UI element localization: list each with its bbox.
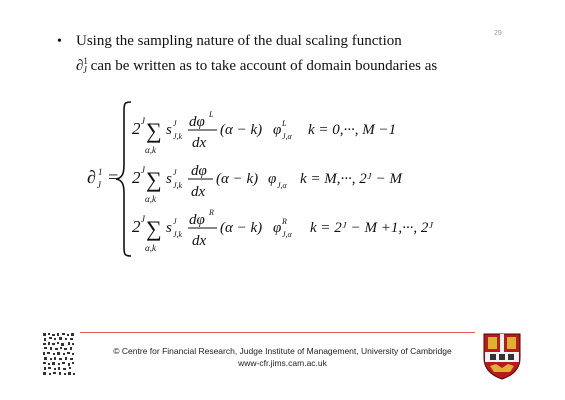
svg-text:J,α: J,α — [282, 230, 292, 239]
bullet-marker: • — [57, 34, 62, 49]
bullet-text-line1: Using the sampling nature of the dual scaling function — [76, 33, 402, 49]
dual-op-sup: 1 — [83, 56, 88, 66]
svg-text:R: R — [282, 217, 287, 226]
svg-text:(α − k): (α − k) — [220, 122, 263, 138]
svg-text:J: J — [141, 116, 145, 126]
svg-text:dx: dx — [192, 135, 207, 151]
svg-text:2: 2 — [132, 119, 141, 138]
svg-text:J,k: J,k — [173, 230, 183, 239]
svg-text:J,k: J,k — [173, 181, 183, 190]
svg-text:J,α: J,α — [282, 132, 292, 141]
equation-case-1 — [132, 110, 396, 155]
svg-text:∑: ∑ — [146, 216, 162, 241]
equation-case-2 — [132, 163, 404, 204]
svg-text:L: L — [282, 119, 287, 128]
footer-divider — [80, 332, 475, 333]
svg-text:J,k: J,k — [173, 132, 183, 141]
svg-text:J,α: J,α — [277, 181, 287, 190]
svg-text:s: s — [166, 171, 172, 187]
dual-op-sub: J — [82, 65, 87, 75]
svg-text:J: J — [173, 217, 177, 226]
svg-text:2: 2 — [132, 217, 141, 236]
case-1-condition: k = 0,···, M −1 — [308, 122, 397, 138]
svg-text:α,k: α,k — [145, 145, 156, 155]
svg-text:dx: dx — [192, 233, 207, 249]
university-crest-icon — [482, 332, 522, 380]
svg-text:α,k: α,k — [145, 194, 156, 204]
lhs-sub: J — [97, 180, 101, 190]
svg-text:α,k: α,k — [145, 243, 156, 253]
svg-text:J: J — [173, 168, 177, 177]
svg-text:(α − k): (α − k) — [220, 220, 263, 236]
bullet-text-line2-rest: can be written as to take account of domain boundaries as — [90, 58, 438, 74]
svg-text:∑: ∑ — [146, 118, 162, 143]
equation-case-3 — [132, 208, 433, 253]
svg-text:J: J — [141, 165, 145, 175]
svg-text:J: J — [173, 119, 177, 128]
footer-url[interactable]: www-cfr.jims.cam.ac.uk — [238, 358, 327, 368]
case-3-condition: k = 2ᴶ − M +1,···, 2ᴶ — [310, 220, 434, 236]
svg-text:dx: dx — [191, 184, 206, 200]
left-brace — [116, 102, 131, 256]
svg-text:L: L — [209, 110, 214, 119]
svg-text:J: J — [141, 214, 145, 224]
svg-text:φ: φ — [273, 220, 282, 236]
page-number: 29 — [494, 30, 502, 37]
svg-text:2: 2 — [132, 168, 141, 187]
case-2-condition: k = M,···, 2ᴶ − M — [300, 171, 402, 187]
dual-op-symbol: ∂ — [76, 58, 84, 74]
svg-text:R: R — [209, 208, 214, 217]
svg-text:φ: φ — [273, 122, 282, 138]
svg-text:∑: ∑ — [146, 167, 162, 192]
svg-text:(α − k): (α − k) — [216, 171, 259, 187]
svg-text:s: s — [166, 220, 172, 236]
svg-text:dφ: dφ — [189, 114, 205, 130]
svg-text:dφ: dφ — [191, 163, 207, 179]
svg-text:dφ: dφ — [189, 212, 205, 228]
equals-sign: = — [107, 167, 120, 187]
svg-text:φ: φ — [268, 171, 277, 187]
svg-text:s: s — [166, 122, 172, 138]
lhs-sup: 1 — [98, 167, 103, 177]
footer-copyright: © Centre for Financial Research, Judge Institute of Management, University of Cambridge — [113, 346, 452, 356]
lhs-symbol: ∂ — [87, 167, 96, 187]
